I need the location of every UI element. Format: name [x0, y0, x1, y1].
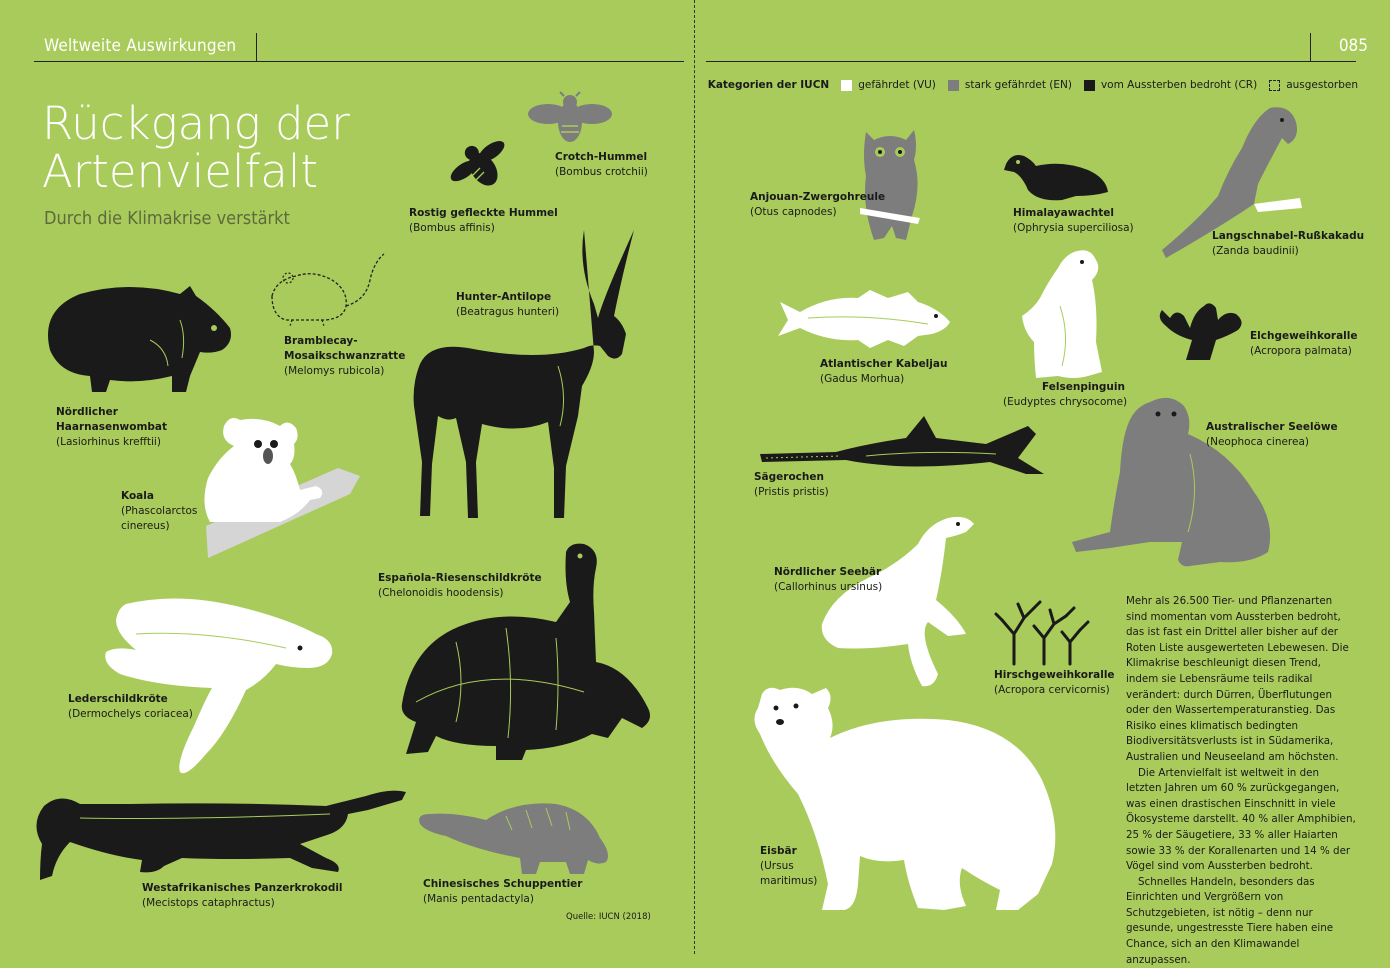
label-pangolin: Chinesisches Schuppentier (Manis pentadactyla): [423, 878, 583, 905]
leatherback-turtle-icon: [96, 594, 336, 784]
label-cockatoo: Langschnabel-Rußkakadu (Zanda baudinii): [1212, 230, 1365, 257]
label-polar-bear: Eisbär (Ursus maritimus): [760, 845, 818, 887]
page-title: Rückgang der Artenvielfalt: [42, 97, 350, 198]
header-rule-left: [34, 61, 684, 62]
bramble-cay-melomys-icon: [266, 250, 392, 328]
legend-label-ex: ausgestorben: [1286, 79, 1358, 91]
legend-label-cr: vom Aussterben bedroht (CR): [1100, 79, 1258, 91]
rockhopper-penguin-icon: [1018, 246, 1104, 380]
koala-icon: [200, 414, 370, 560]
atlantic-cod-icon: [778, 288, 952, 350]
label-anjouan-owl: Anjouan-Zwergohreule (Otus capnodes): [750, 191, 886, 218]
label-bramble-cay-melomys: Bramblecay- Mosaikschwanzratte (Melomys rubicola): [284, 335, 406, 377]
label-fur-seal: Nördlicher Seebär (Callorhinus ursinus): [774, 566, 883, 593]
sawfish-icon: [756, 416, 1048, 478]
label-crotch-bumblebee: Crotch-Hummel (Bombus crotchii): [555, 151, 648, 178]
legend-label-vu: gefährdet (VU): [858, 79, 936, 91]
anjouan-owl-icon: [860, 126, 922, 242]
legend-label-en: stark gefährdet (EN): [964, 79, 1072, 91]
crotch-bumblebee-icon: [528, 92, 612, 152]
label-koala: Koala (Phascolarctos cinereus): [121, 490, 198, 532]
label-leatherback-turtle: Lederschildkröte (Dermochelys coriacea): [68, 693, 193, 720]
legend-swatch-ex: [1269, 80, 1280, 91]
header-divider-left: [256, 33, 257, 61]
label-staghorn-coral: Hirschgeweihkoralle (Acropora cervicornis): [994, 669, 1115, 696]
label-sawfish: Sägerochen (Pristis pristis): [754, 471, 829, 498]
legend-swatch-cr: [1084, 80, 1095, 91]
label-sea-lion: Australischer Seelöwe (Neophoca cinerea): [1206, 421, 1338, 448]
section-title: Weltweite Auswirkungen: [44, 36, 237, 56]
northern-fur-seal-icon: [818, 514, 978, 690]
body-paragraph-1: Mehr als 26.500 Tier- und Pflanzenarten sind momentan vom Aussterben bedroht, das ist fast ein Drittel aller bisher auf der Roten Liste ausgewerteten Lebewesen. Die Klimakrise beschleunigt diesen Trend, indem sie Lebensräume teils radikal verändert: durch Dürren, Überflutungen oder den Wassertemperaturanstieg. Das Risiko eines klimatisch bedingten Biodiversitätsverlusts ist in Südamerika, Australien und Neuseeland am höchsten.: [1126, 595, 1349, 763]
page-number: 085: [1338, 36, 1368, 56]
page-subtitle: Durch die Klimakrise verstärkt: [44, 208, 290, 229]
slender-snouted-crocodile-icon: [30, 784, 406, 888]
chinese-pangolin-icon: [416, 796, 612, 878]
body-text: [1126, 594, 1356, 968]
source-note: Quelle: IUCN (2018): [566, 912, 651, 922]
wombat-icon: [40, 280, 236, 396]
elkhorn-coral-icon: [1156, 300, 1246, 362]
legend-swatch-en: [948, 80, 959, 91]
himalayan-quail-icon: [1002, 150, 1110, 202]
iucn-legend: [708, 79, 1358, 91]
legend-title: Kategorien der IUCN: [707, 79, 830, 91]
page-gutter: [694, 0, 695, 954]
australian-sea-lion-icon: [1070, 392, 1276, 568]
label-hunter-antelope: Hunter-Antilope (Beatragus hunteri): [456, 291, 560, 318]
hunter-antelope-icon: [408, 226, 658, 522]
label-wombat: Nördlicher Haarnasenwombat (Lasiorhinus krefftii): [56, 406, 168, 448]
label-espanola-tortoise: Española-Riesenschildkröte (Chelonoidis hoodensis): [378, 572, 542, 599]
body-paragraph-2: Die Artenvielfalt ist weltweit in den letzten Jahren um 60 % zurückgegangen, was einen drastischen Einschnitt in viele Ökosysteme darstellt. 40 % aller Amphibien, 25 % der Säugetiere, 33 % aller Haiarten sowie 33 % der Korallenarten und 14 % der Vögel sind vom Aussterben bedroht.: [1126, 766, 1356, 873]
label-crocodile: Westafrikanisches Panzerkrokodil (Mecistops cataphractus): [142, 882, 343, 909]
header-rule-right: [706, 61, 1356, 62]
label-atlantic-cod: Atlantischer Kabeljau (Gadus Morhua): [820, 358, 948, 385]
label-elkhorn-coral: Elchgeweihkoralle (Acropora palmata): [1250, 330, 1358, 357]
label-himalayan-quail: Himalayawachtel (Ophrysia superciliosa): [1013, 207, 1134, 234]
legend-swatch-vu: [841, 80, 852, 91]
label-rockhopper-penguin: Felsenpinguin (Eudyptes chrysocome): [1003, 381, 1128, 408]
rusty-bumblebee-icon: [450, 138, 512, 194]
staghorn-coral-icon: [994, 598, 1090, 666]
label-rusty-bumblebee: Rostig gefleckte Hummel (Bombus affinis): [409, 207, 558, 234]
body-paragraph-3: Schnelles Handeln, besonders das Einrichten und Vergrößern von Schutzgebieten, ist nötig – denn nur gesunde, ungestresste Tiere haben eine Chance, sich an den Klimawandel anzupassen.: [1126, 875, 1334, 966]
header-divider-right: [1310, 33, 1311, 61]
